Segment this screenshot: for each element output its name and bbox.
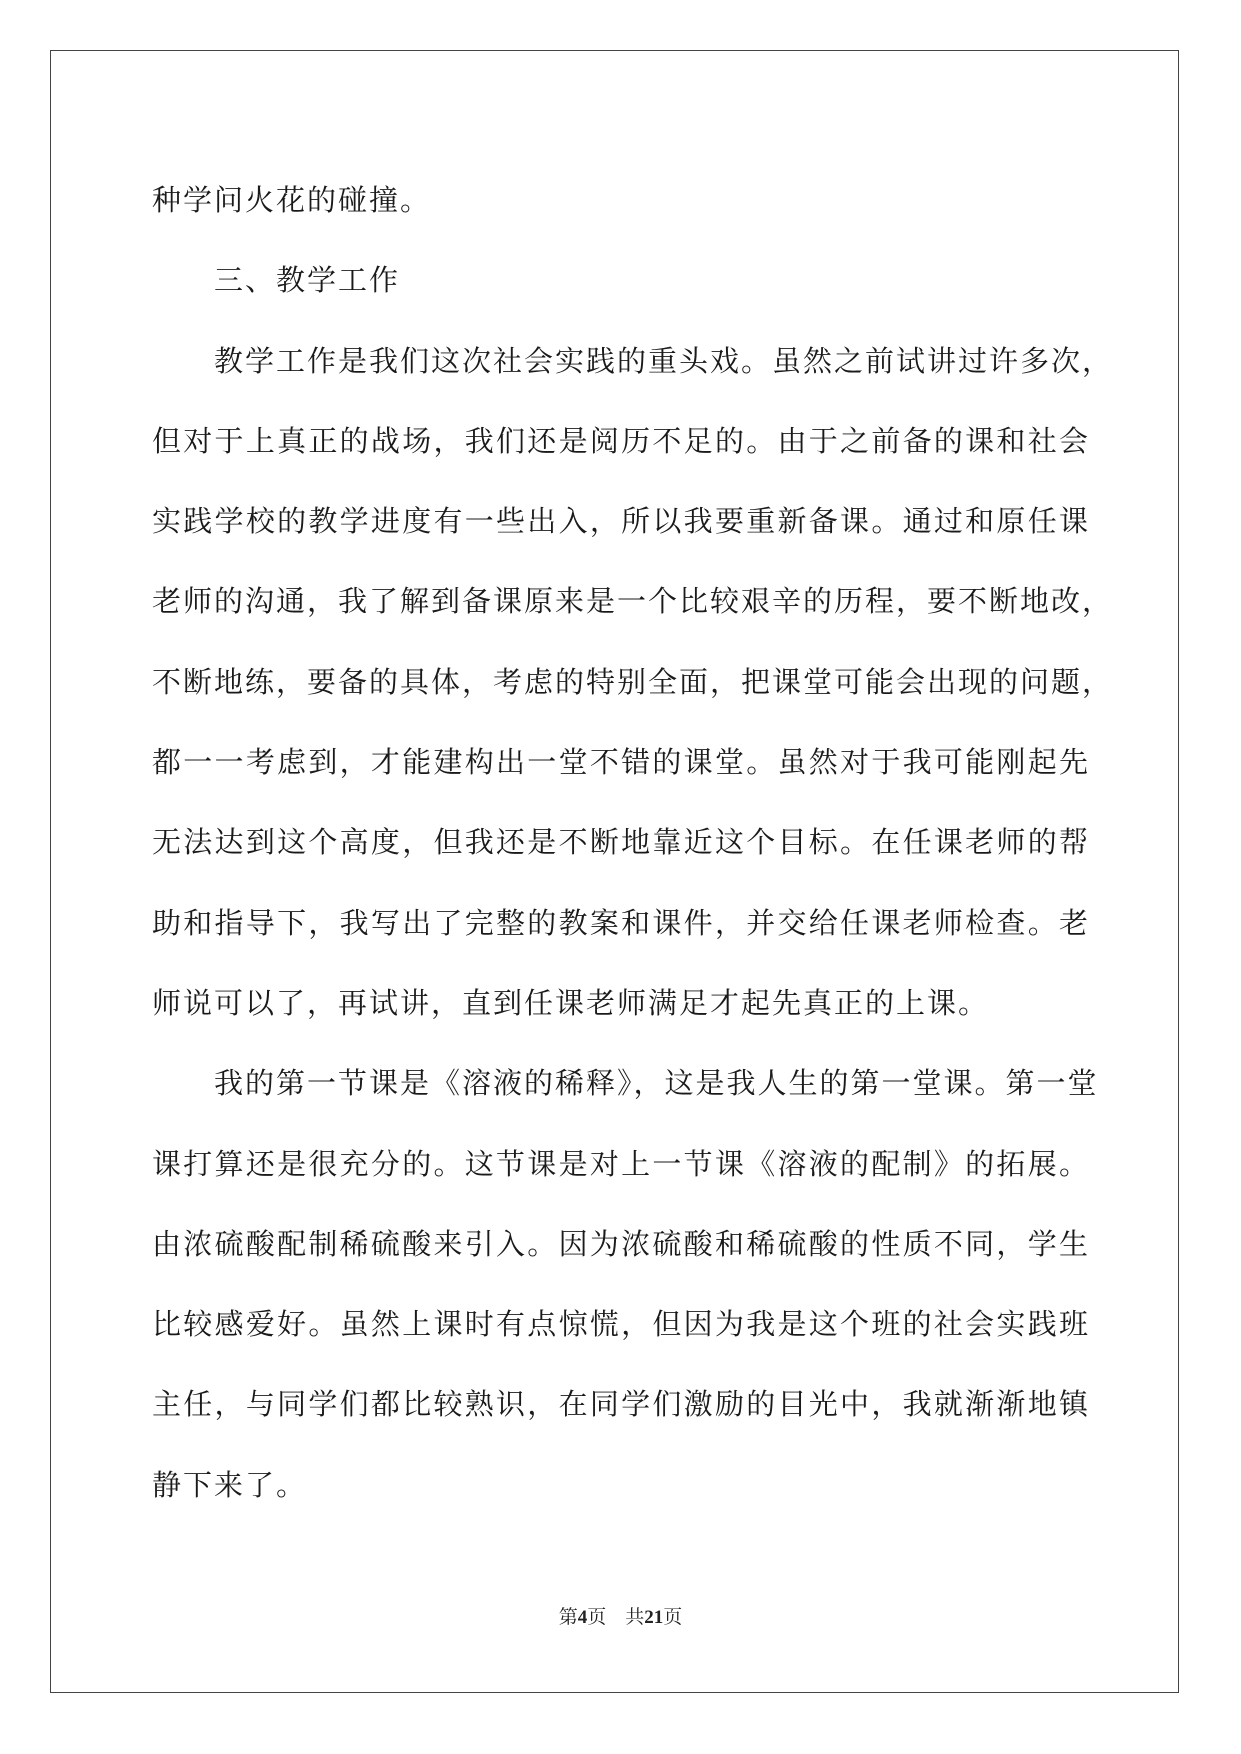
text-line: 比较感爱好。虽然上课时有点惊慌，但因为我是这个班的社会实践班 [152, 1307, 1090, 1342]
text-line: 我的第一节课是《溶液的稀释》，这是我人生的第一堂课。第一堂 [214, 1066, 1099, 1101]
text-line: 课打算还是很充分的。这节课是对上一节课《溶液的配制》的拓展。 [152, 1146, 1090, 1181]
text-line: 老师的沟通，我了解到备课原来是一个比较艰辛的历程，要不断地改， [152, 584, 1114, 619]
total-prefix: 共 [625, 1607, 645, 1628]
text-line: 实践学校的教学进度有一些出入，所以我要重新备课。通过和原任课 [152, 504, 1090, 539]
text-line: 师说可以了，再试讲，直到任课老师满足才起先真正的上课。 [152, 985, 990, 1020]
total-suffix: 页 [663, 1607, 683, 1628]
page-footer [0, 1602, 1241, 1629]
text-line: 种学问火花的碰撞。 [152, 183, 432, 217]
total-pages: 21 [644, 1607, 664, 1628]
text-line: 但对于上真正的战场，我们还是阅历不足的。由于之前备的课和社会 [152, 423, 1090, 458]
page-prefix: 第 [558, 1607, 578, 1628]
text-line: 主任，与同学们都比较熟识，在同学们激励的目光中，我就渐渐地镇 [152, 1387, 1090, 1422]
text-line: 都一一考虑到，才能建构出一堂不错的课堂。虽然对于我可能刚起先 [152, 745, 1090, 780]
page-suffix: 页 [587, 1607, 607, 1628]
page-number: 4 [577, 1607, 588, 1628]
text-line: 不断地练，要备的具体，考虑的特别全面，把课堂可能会出现的问题， [152, 664, 1114, 699]
text-line: 静下来了。 [152, 1467, 308, 1502]
text-line: 无法达到这个高度，但我还是不断地靠近这个目标。在任课老师的帮 [152, 825, 1090, 860]
text-line: 助和指导下，我写出了完整的教案和课件，并交给任课老师检查。老 [152, 905, 1090, 940]
text-line: 由浓硫酸配制稀硫酸来引入。因为浓硫酸和稀硫酸的性质不同，学生 [152, 1226, 1090, 1261]
section-heading: 三、教学工作 [214, 263, 401, 298]
text-line: 教学工作是我们这次社会实践的重头戏。虽然之前试讲过许多次， [214, 343, 1114, 378]
document-body [152, 160, 1114, 1525]
